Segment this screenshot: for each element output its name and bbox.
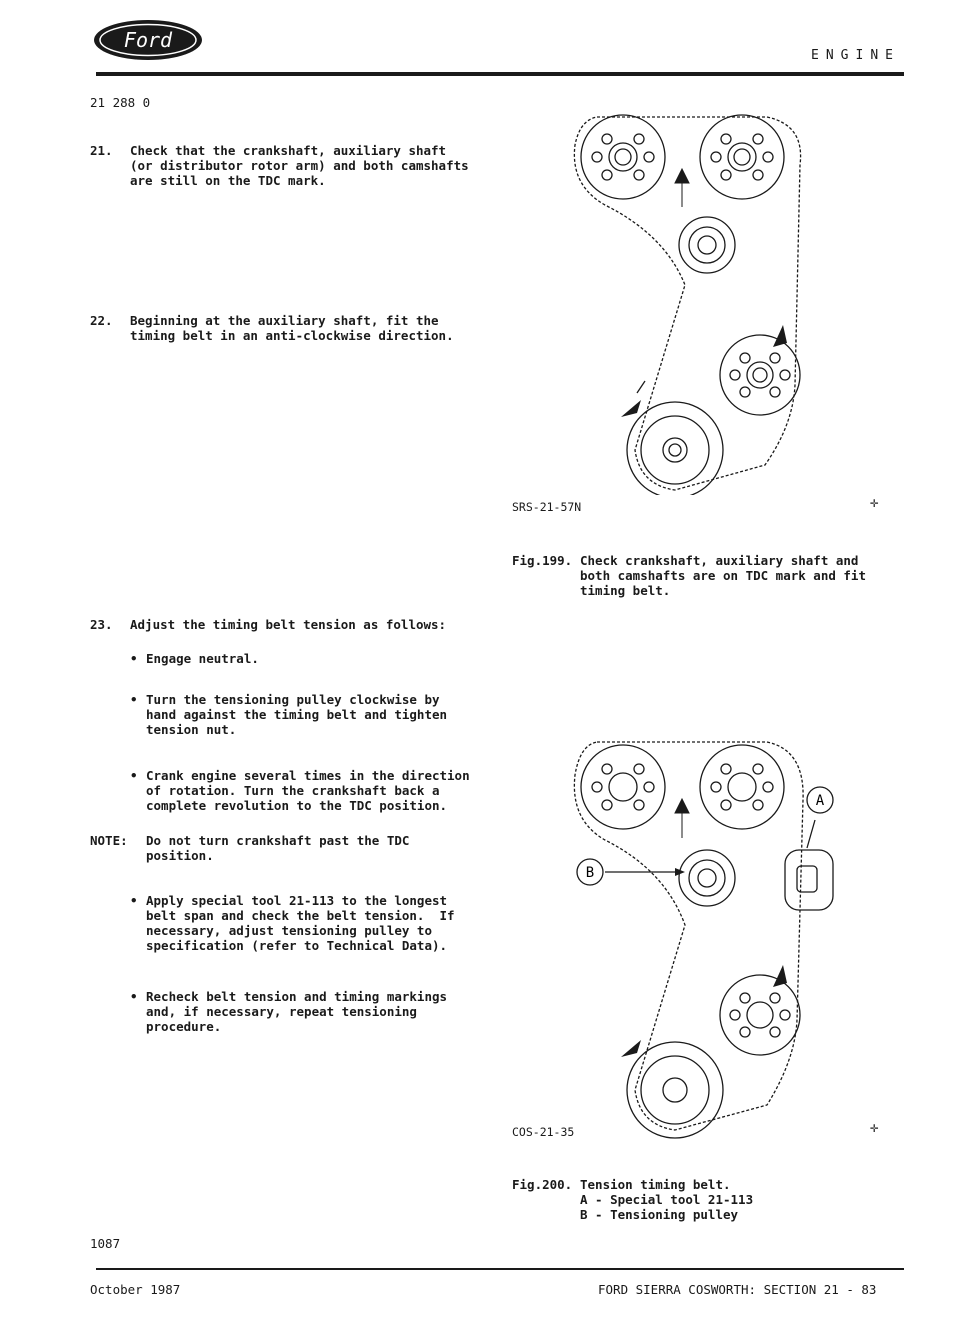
note-text: Do not turn crankshaft past the TDC position. (146, 833, 410, 863)
section-label: ENGINE (811, 48, 900, 63)
step-21-number: 21. (90, 143, 113, 158)
bullet-marker: • (130, 768, 138, 783)
fig-199-caption: Check crankshaft, auxiliary shaft and both camshafts are on TDC mark and fit timing belt. (580, 553, 866, 598)
fig-200-code: COS-21-35 (512, 1125, 575, 1139)
bullet-1: Engage neutral. (146, 651, 259, 666)
bullet-2: Turn the tensioning pulley clockwise by hand against the timing belt and tighten tension nut. (146, 692, 448, 737)
bullet-3: Crank engine several times in the direction of rotation. Turn the crankshaft back a complete revolution to the TDC position. (146, 768, 470, 813)
label-a: A (815, 793, 825, 809)
ford-logo (92, 18, 204, 62)
header-rule (96, 72, 904, 76)
crosshair-mark: ✛ (870, 495, 879, 511)
bullet-marker: • (130, 651, 138, 666)
bullet-marker: • (130, 692, 138, 707)
figure-199-belt-diagram (545, 95, 845, 495)
step-22-text: Beginning at the auxiliary shaft, fit the timing belt in an anti-clockwise direction. (130, 313, 454, 343)
ref-code: 21 288 0 (90, 95, 151, 110)
step-21-text: Check that the crankshaft, auxiliary shaft (or distributor rotor arm) and both camshafts are still on the TDC mark. (130, 143, 469, 188)
step-23-text: Adjust the timing belt tension as follows: (130, 617, 447, 632)
fig-200-caption: Tension timing belt. A - Special tool 21-113 B - Tensioning pulley (580, 1177, 754, 1222)
fig-199-code: SRS-21-57N (512, 500, 582, 514)
step-23-number: 23. (90, 617, 113, 632)
bullet-5: Recheck belt tension and timing markings and, if necessary, repeat tensioning procedure. (146, 989, 448, 1034)
fig-200-number: Fig.200. (512, 1177, 573, 1192)
step-22-number: 22. (90, 313, 113, 328)
footer-date: October 1987 (90, 1282, 181, 1297)
label-b: B (585, 865, 595, 881)
bullet-marker: • (130, 989, 138, 1004)
crosshair-mark: ✛ (870, 1120, 879, 1136)
logo-text: Ford (123, 28, 173, 52)
figure-200-tension-diagram (545, 720, 875, 1140)
fig-199-number: Fig.199. (512, 553, 573, 568)
footer-rule (96, 1268, 904, 1270)
note-label: NOTE: (90, 833, 128, 848)
bullet-4: Apply special tool 21-113 to the longest belt span and check the belt tension. If necessary, adjust tensioning pulley to specification (refer to Technical Data). (146, 893, 455, 953)
bullet-marker: • (130, 893, 138, 908)
footer-title: FORD SIERRA COSWORTH: SECTION 21 - 83 (598, 1282, 877, 1297)
page-number: 1087 (90, 1236, 121, 1251)
